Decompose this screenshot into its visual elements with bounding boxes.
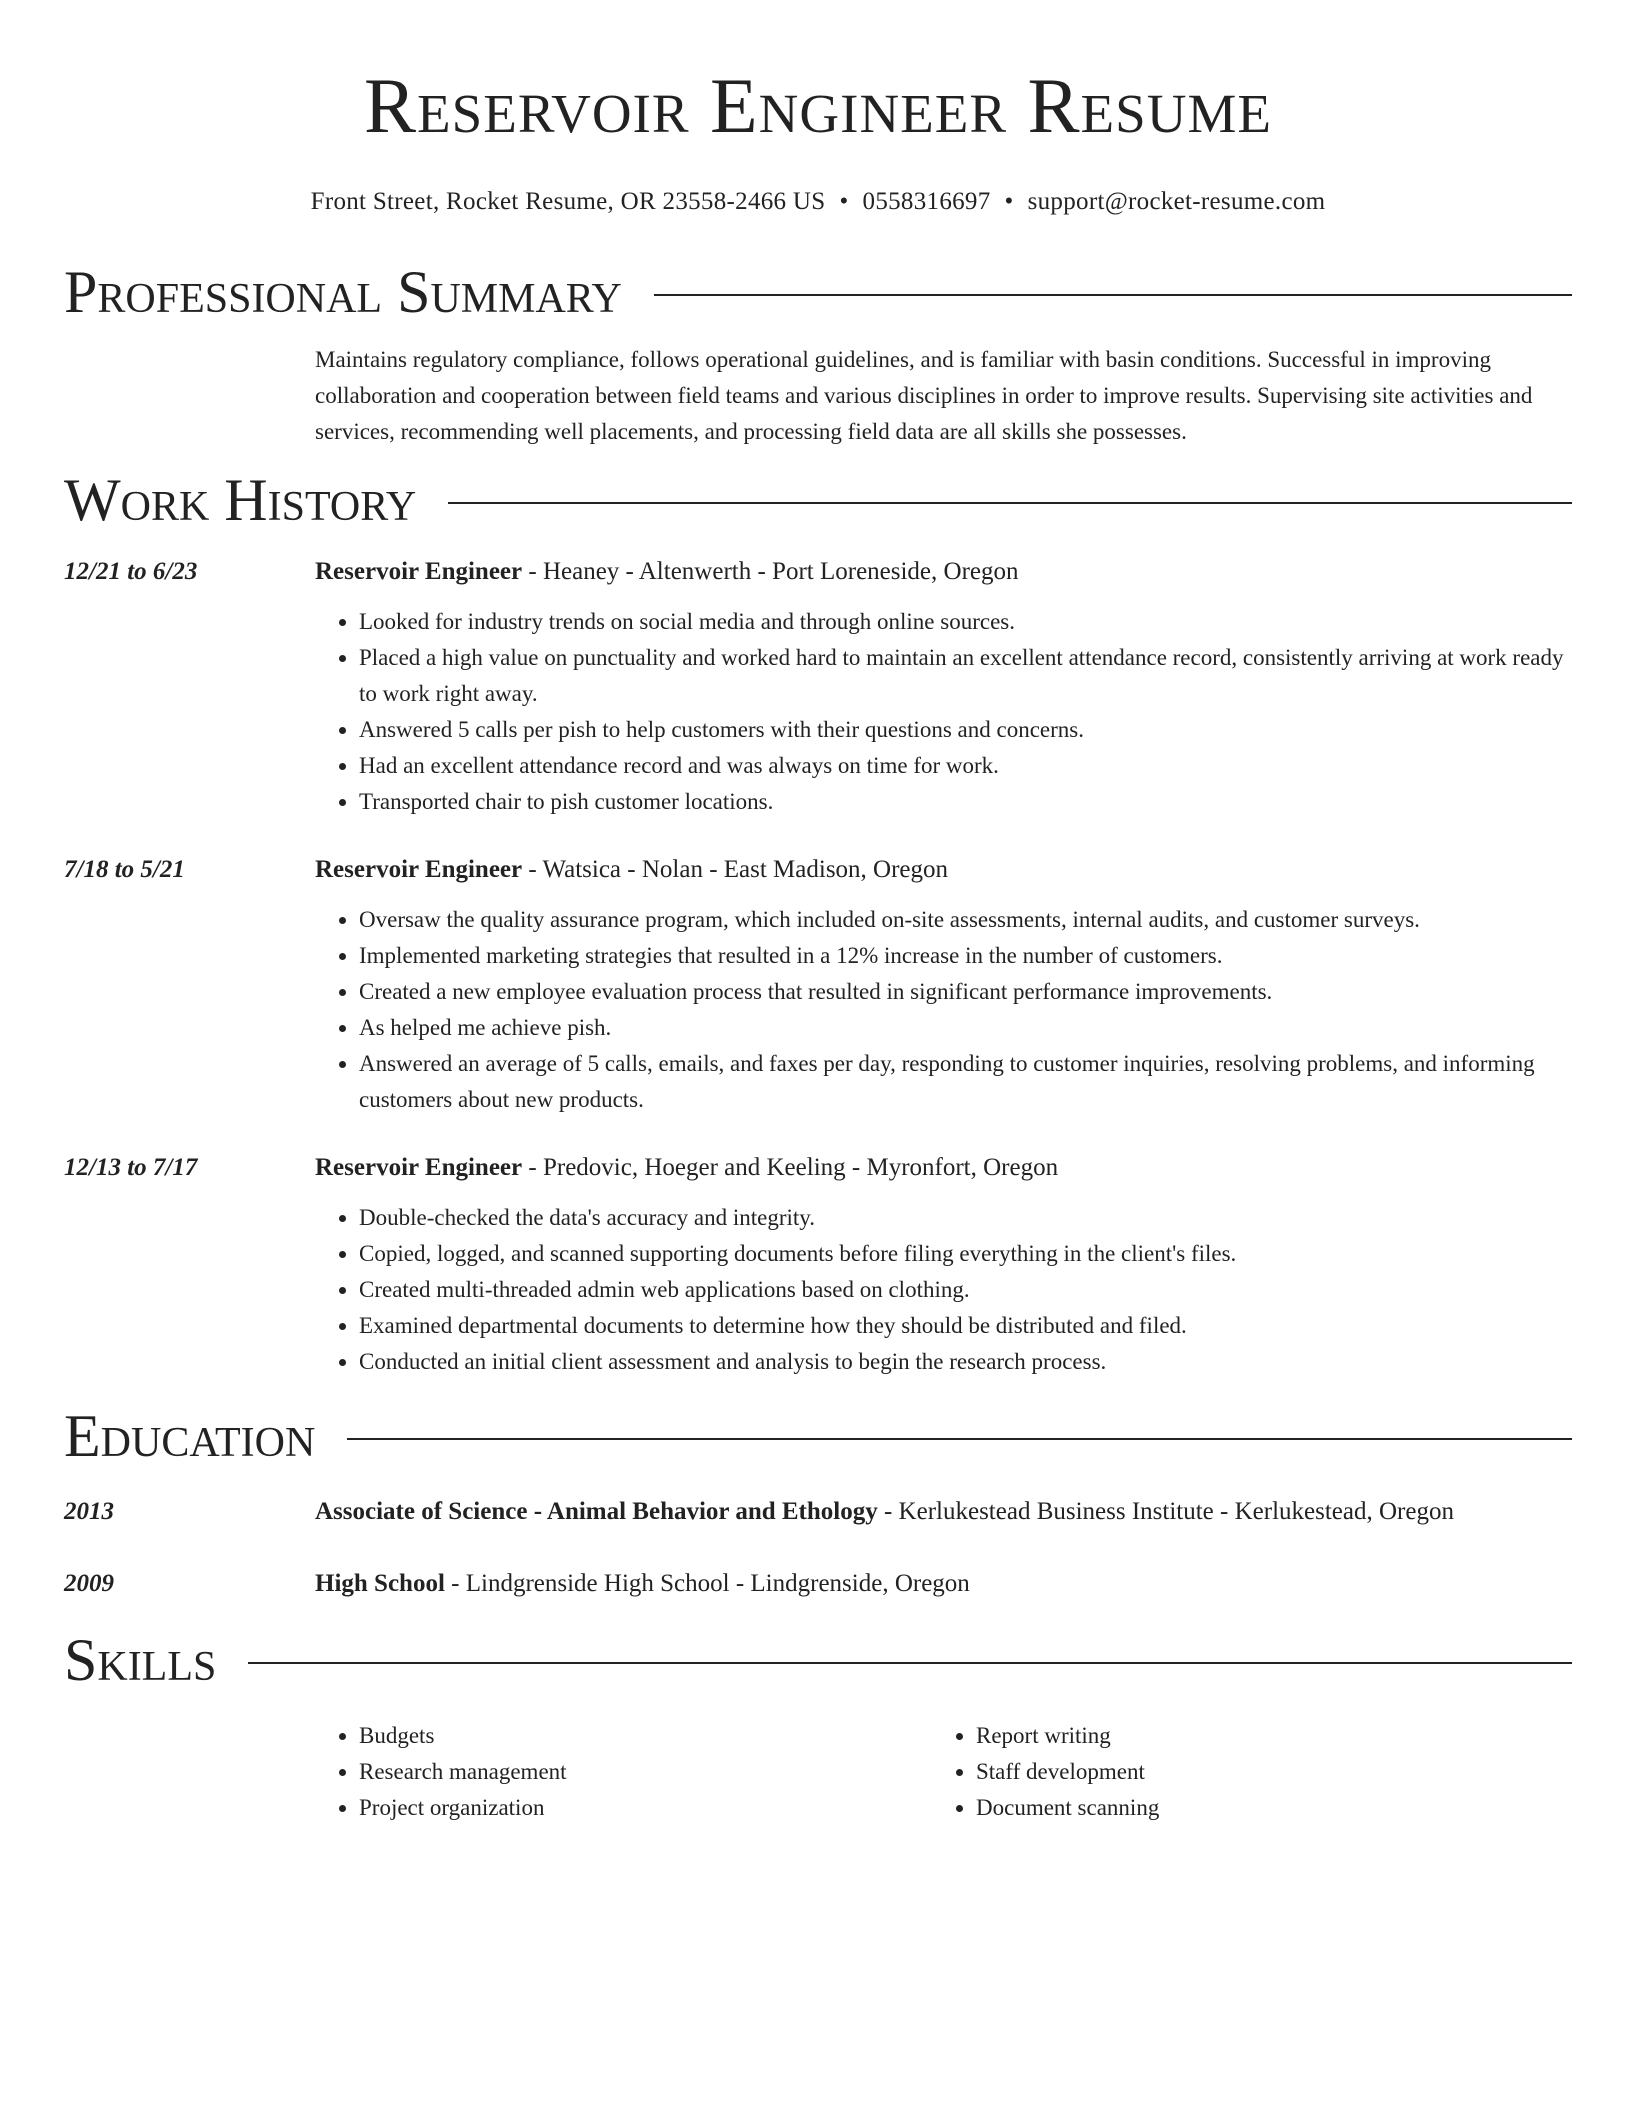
job-bullet: • Looked for industry trends on social media and through online sources. bbox=[359, 604, 1572, 640]
skill-item: • Project organization bbox=[359, 1790, 932, 1826]
skill-item: • Research management bbox=[359, 1754, 932, 1790]
job-dates: 12/21 to 6/23 bbox=[64, 558, 198, 585]
job-heading bbox=[315, 1150, 1572, 1186]
summary-section-title: Professional Summary bbox=[64, 259, 622, 325]
bullet-separator: • bbox=[1004, 188, 1014, 215]
section-divider bbox=[654, 294, 1572, 296]
skills-column-left bbox=[315, 1718, 932, 1826]
job-bullet: • Examined departmental documents to determine how they should be distributed and filed. bbox=[359, 1308, 1572, 1344]
education-heading bbox=[315, 1566, 1572, 1602]
education-degree: High School bbox=[315, 1570, 445, 1597]
job-bullet: • Implemented marketing strategies that resulted in a 12% increase in the number of customers. bbox=[359, 938, 1572, 974]
education-details: - Lindgrenside High School - Lindgrenside, Oregon bbox=[444, 1570, 970, 1597]
education-degree: Associate of Science - Animal Behavior and Ethology bbox=[315, 1498, 878, 1525]
job-entry bbox=[64, 852, 1572, 1118]
education-entry bbox=[64, 1494, 1572, 1530]
skill-item: • Document scanning bbox=[976, 1790, 1549, 1826]
job-bullet: • Had an excellent attendance record and was always on time for work. bbox=[359, 748, 1572, 784]
contact-phone: 0558316697 bbox=[862, 188, 991, 215]
section-divider bbox=[248, 1662, 1572, 1664]
section-divider bbox=[448, 502, 1572, 504]
education-entry bbox=[64, 1566, 1572, 1602]
job-bullet: • As helped me achieve pish. bbox=[359, 1010, 1572, 1046]
skills-list bbox=[315, 1718, 1572, 1826]
skill-item: • Staff development bbox=[976, 1754, 1549, 1790]
job-title: Reservoir Engineer bbox=[315, 856, 523, 883]
resume-title: Reservoir Engineer Resume bbox=[364, 62, 1272, 149]
job-details: - Watsica - Nolan - East Madison, Oregon bbox=[522, 856, 949, 883]
job-bullets bbox=[315, 902, 1572, 1118]
job-heading bbox=[315, 852, 1572, 888]
job-bullet: • Conducted an initial client assessment and analysis to begin the research process. bbox=[359, 1344, 1572, 1380]
skills-section-title: Skills bbox=[64, 1627, 217, 1693]
summary-text: Maintains regulatory compliance, follows operational guidelines, and is familiar with basin conditions. Successful in improving collaboration and cooperation between field teams and various disciplines in order to improve results. Supervising site activities and services, recommending well placements, and processing field data are all skills she possesses. bbox=[315, 347, 1533, 444]
job-bullets bbox=[315, 604, 1572, 820]
job-bullet: • Created a new employee evaluation process that resulted in significant performance improvements. bbox=[359, 974, 1572, 1010]
job-title: Reservoir Engineer bbox=[315, 1154, 523, 1181]
education-year: 2013 bbox=[64, 1498, 114, 1525]
education-heading bbox=[315, 1494, 1572, 1530]
contact-address: Front Street, Rocket Resume, OR 23558-2466 US bbox=[310, 188, 826, 215]
job-bullet: • Double-checked the data's accuracy and integrity. bbox=[359, 1200, 1572, 1236]
job-bullet: • Copied, logged, and scanned supporting documents before filing everything in the client's files. bbox=[359, 1236, 1572, 1272]
education-section-header bbox=[64, 1404, 1572, 1468]
skills-column-right bbox=[932, 1718, 1549, 1826]
skill-item: • Report writing bbox=[976, 1718, 1549, 1754]
job-bullet: • Answered 5 calls per pish to help customers with their questions and concerns. bbox=[359, 712, 1572, 748]
contact-email: support@rocket-resume.com bbox=[1027, 188, 1326, 215]
job-body bbox=[315, 554, 1572, 820]
job-bullet: • Placed a high value on punctuality and worked hard to maintain an excellent attendance record, consistently arriving at work ready to work right away. bbox=[359, 640, 1572, 712]
job-bullet: • Answered an average of 5 calls, emails, and faxes per day, responding to customer inquiries, resolving problems, and informing customers about new products. bbox=[359, 1046, 1572, 1118]
job-bullets bbox=[315, 1200, 1572, 1380]
work-section-header bbox=[64, 468, 1572, 532]
work-section-title: Work History bbox=[64, 467, 417, 533]
job-dates: 7/18 to 5/21 bbox=[64, 856, 185, 883]
section-divider bbox=[347, 1438, 1572, 1440]
job-bullet: • Oversaw the quality assurance program, which included on-site assessments, internal audits, and customer surveys. bbox=[359, 902, 1572, 938]
resume-page bbox=[64, 0, 1572, 1826]
education-section-title: Education bbox=[64, 1403, 316, 1469]
job-dates: 12/13 to 7/17 bbox=[64, 1154, 198, 1181]
job-details: - Predovic, Hoeger and Keeling - Myronfort, Oregon bbox=[522, 1154, 1059, 1181]
job-entry bbox=[64, 554, 1572, 820]
job-bullet: • Transported chair to pish customer locations. bbox=[359, 784, 1572, 820]
skills-section-header bbox=[64, 1628, 1572, 1692]
education-year: 2009 bbox=[64, 1570, 114, 1597]
job-entry bbox=[64, 1150, 1572, 1380]
job-bullet: • Created multi-threaded admin web applications based on clothing. bbox=[359, 1272, 1572, 1308]
job-details: - Heaney - Altenwerth - Port Loreneside, Oregon bbox=[522, 558, 1019, 585]
job-heading bbox=[315, 554, 1572, 590]
bullet-separator: • bbox=[839, 188, 849, 215]
education-details: - Kerlukestead Business Institute - Kerlukestead, Oregon bbox=[877, 1498, 1454, 1525]
contact-line bbox=[64, 186, 1572, 218]
summary-section-header bbox=[64, 260, 1572, 324]
job-title: Reservoir Engineer bbox=[315, 558, 523, 585]
job-body bbox=[315, 1150, 1572, 1380]
job-body bbox=[315, 852, 1572, 1118]
skill-item: • Budgets bbox=[359, 1718, 932, 1754]
